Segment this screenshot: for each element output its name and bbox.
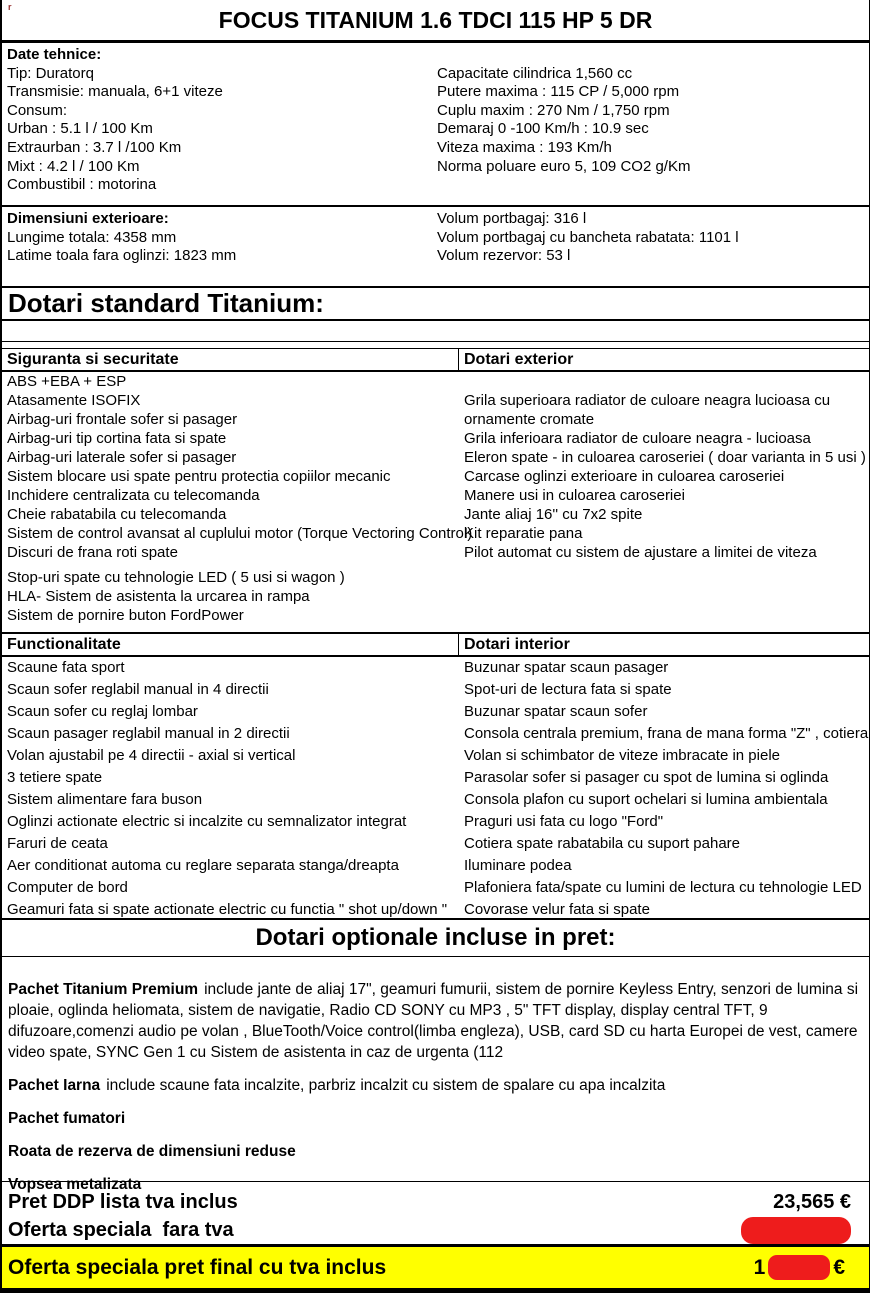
feature-cell-right [459,606,869,625]
feature-cell-right: Manere usi in culoarea caroseriei [464,487,685,504]
date-tehnice-heading: Date tehnice: [7,46,102,63]
spec-line: Demaraj 0 -100 Km/h : 10.9 sec [437,120,649,138]
feature-cell-left: Sistem de control avansat al cuplului motor (Torque Vectoring Control) [7,525,473,542]
feature-row [2,745,869,767]
package-description: include jante de aliaj 17", geamuri fumurii, sistem de pornire Keyless Entry, senzori de lumina si ploaie, oglinda heliomata, sistem de navigatie, Radio CD SONY cu MP3 , 5" TFT display, display central TFT, 9 difuzoare,comenzi audio pe volan , BlueTooth/Voice control(limba engleza), USB, card SD cu harta Europei de vest, camere video spate, SYNC Gen 1 cu Sistem de asistenta in caz de urgenta (112 [8,981,859,1061]
spec-line: Norma poluare euro 5, 109 CO2 g/Km [437,157,691,175]
feature-cell-right: Parasolar sofer si pasager cu spot de lumina si oglinda [464,769,829,786]
spec-line: Consum: [7,101,68,119]
spec-line: Volum portbagaj: 316 l [437,210,587,227]
feature-row [2,568,869,587]
feature-cell-left: Airbag-uri laterale sofer si pasager [7,449,237,466]
table1-header-row [2,348,869,372]
option-package [8,1108,861,1129]
feature-row [2,811,869,833]
price-row-offer [2,1216,869,1244]
table1-body [2,372,869,634]
dimensiuni-section [2,207,869,288]
spec-line: Mixt : 4.2 l / 100 Km [7,157,140,175]
feature-cell-left: Stop-uri spate cu tehnologie LED ( 5 usi si wagon ) [7,569,345,586]
final-offer-label: Oferta speciala pret final cu tva inclus [8,1255,387,1279]
feature-cell-left: Sistem blocare usi spate pentru protectia copiilor mecanic [7,468,391,485]
spec-line: Volum rezervor: 53 l [437,247,571,265]
dotari-standard-heading-row [2,288,869,321]
table2-body [2,657,869,920]
feature-row [2,789,869,811]
dimensiuni-left-lines [7,229,437,266]
option-package [8,979,861,1063]
spec-line: Transmisie: manuala, 6+1 viteze [7,83,223,101]
feature-row [2,606,869,625]
feature-cell-right: Buzunar spatar scaun pasager [464,659,669,676]
spec-line: Extraurban : 3.7 l /100 Km [7,138,182,156]
feature-cell-left: Scaun pasager reglabil manual in 2 directii [7,725,290,742]
feature-cell-left: Sistem alimentare fara buson [7,791,203,808]
feature-cell-left: Volan ajustabil pe 4 directii - axial si vertical [7,747,296,764]
spec-line: Putere maxima : 115 CP / 5,000 rpm [437,83,680,101]
feature-cell-right: Consola centrala premium, frana de mana forma "Z" , cotiera [464,725,869,742]
feature-row [2,657,869,679]
feature-cell-right [459,568,869,587]
feature-cell-right: Carcase oglinzi exterioare in culoarea caroseriei [464,468,785,485]
feature-cell-left: ABS +EBA + ESP [7,373,127,390]
feature-cell-left: Scaun sofer cu reglaj lombar [7,703,198,720]
dimensiuni-right-column [437,210,869,286]
price-row-ddp [2,1188,869,1216]
date-tehnice-left-lines [7,65,437,195]
feature-cell-right [459,587,869,606]
feature-row [2,410,869,429]
final-price-prefix: 1 [753,1255,766,1279]
feature-cell-right [459,372,869,391]
price-ddp-label: Pret DDP lista tva inclus [8,1190,238,1213]
final-price-currency: € [833,1255,845,1279]
final-offer-row [2,1244,869,1288]
package-description: include scaune fata incalzite, parbriz incalzit cu sistem de spalare cu apa incalzita [106,1077,666,1094]
feature-cell-right: Iluminare podea [464,857,572,874]
table1-right-header: Dotari exterior [464,351,574,368]
spec-line: Lungime totala: 4358 mm [7,228,177,246]
spec-line: Viteza maxima : 193 Km/h [437,138,612,156]
feature-row [2,701,869,723]
feature-row [2,767,869,789]
spec-line: Latime toala fara oglinzi: 1823 mm [7,247,237,265]
table1-left-header: Siguranta si securitate [2,349,459,370]
feature-cell-left: Oglinzi actionate electric si incalzite cu semnalizator integrat [7,813,407,830]
feature-cell-right: Volan si schimbator de viteze imbracate in piele [464,747,780,764]
package-name: Pachet Iarna [8,1077,101,1094]
dimensiuni-heading: Dimensiuni exterioare: [7,210,169,227]
option-package [8,1141,861,1162]
feature-cell-right: Grila inferioara radiator de culoare neagra - lucioasa [464,430,811,447]
feature-cell-right: ornamente cromate [464,411,595,428]
price-ddp-value: 23,565 € [773,1190,851,1213]
feature-cell-right: Covorase velur fata si spate [464,901,650,918]
dotari-optionale-heading: Dotari optionale incluse in pret: [255,924,616,951]
dimensiuni-right-lines [437,210,869,266]
feature-cell-left: Scaune fata sport [7,659,125,676]
feature-row [2,467,869,486]
redacted-final-price-blob [768,1255,830,1280]
feature-row [2,855,869,877]
price-block [2,1182,869,1244]
corner-mark: r [8,2,12,12]
feature-row [2,486,869,505]
table2-right-header: Dotari interior [464,636,570,653]
feature-cell-right: Jante aliaj 16'' cu 7x2 spite [464,506,643,523]
page-title: FOCUS TITANIUM 1.6 TDCI 115 HP 5 DR [218,6,653,33]
spec-line: Capacitate cilindrica 1,560 cc [437,64,633,82]
feature-row [2,543,869,562]
feature-row [2,587,869,606]
feature-cell-right: Cotiera spate rabatabila cu suport pahare [464,835,741,852]
feature-cell-left: Sistem de pornire buton FordPower [7,607,244,624]
feature-cell-left: Computer de bord [7,879,128,896]
price-offer-label: Oferta speciala fara tva [8,1218,234,1241]
feature-cell-left: Airbag-uri frontale sofer si pasager [7,411,238,428]
feature-row [2,524,869,543]
spec-line: Combustibil : motorina [7,176,157,194]
feature-cell-left: Inchidere centralizata cu telecomanda [7,487,260,504]
date-tehnice-right-lines [437,65,869,177]
feature-cell-right: Pilot automat cu sistem de ajustare a limitei de viteza [464,544,817,561]
feature-row [2,505,869,524]
feature-row [2,833,869,855]
feature-cell-left: Discuri de frana roti spate [7,544,178,561]
date-tehnice-left-column [7,46,437,205]
table2-left-header: Functionalitate [2,634,459,655]
date-tehnice-right-column [437,46,869,205]
empty-row [2,321,869,342]
title-row [2,0,869,43]
feature-cell-right: Spot-uri de lectura fata si spate [464,681,672,698]
feature-cell-right: Consola plafon cu suport ochelari si lumina ambientala [464,791,828,808]
package-name: Roata de rezerva de dimensiuni reduse [8,1143,296,1160]
feature-cell-left: Cheie rabatabila cu telecomanda [7,506,227,523]
dimensiuni-left-column [7,210,437,286]
package-name: Pachet fumatori [8,1110,126,1127]
spec-line: Cuplu maxim : 270 Nm / 1,750 rpm [437,101,670,119]
feature-row [2,899,869,920]
feature-row [2,723,869,745]
feature-cell-left: Aer conditionat automa cu reglare separata stanga/dreapta [7,857,399,874]
feature-row [2,448,869,467]
feature-cell-right: Buzunar spatar scaun sofer [464,703,648,720]
feature-cell-right: Kit reparatie pana [464,525,583,542]
redacted-price-blob [741,1217,851,1244]
feature-cell-right: Eleron spate - in culoarea caroseriei ( doar varianta in 5 usi ) [464,449,866,466]
feature-row [2,877,869,899]
table2-header-row [2,634,869,657]
bottom-border-bar [2,1288,869,1293]
spec-line: Urban : 5.1 l / 100 Km [7,120,153,138]
spec-line: Volum portbagaj cu bancheta rabatata: 1101 l [437,228,739,246]
feature-row [2,391,869,410]
feature-cell-left: Airbag-uri tip cortina fata si spate [7,430,227,447]
dotari-optionale-heading-row [2,920,869,957]
option-package [8,1075,861,1096]
package-name: Pachet Titanium Premium [8,981,199,998]
options-section [2,957,869,1193]
feature-row [2,679,869,701]
spec-line: Tip: Duratorq [7,64,94,82]
feature-row [2,372,869,391]
feature-cell-right: Plafoniera fata/spate cu lumini de lectura cu tehnologie LED [464,879,862,896]
feature-cell-left: 3 tetiere spate [7,769,103,786]
feature-cell-left: Atasamente ISOFIX [7,392,141,409]
feature-cell-left: HLA- Sistem de asistenta la urcarea in rampa [7,588,310,605]
date-tehnice-section [2,43,869,207]
feature-cell-right: Praguri usi fata cu logo "Ford" [464,813,664,830]
feature-cell-right: Grila superioara radiator de culoare neagra lucioasa cu [464,392,831,409]
feature-cell-left: Geamuri fata si spate actionate electric cu functia " shot up/down " [7,901,448,918]
dotari-standard-heading: Dotari standard Titanium: [8,288,324,318]
final-offer-value [754,1255,845,1280]
feature-cell-left: Scaun sofer reglabil manual in 4 directii [7,681,269,698]
feature-cell-left: Faruri de ceata [7,835,108,852]
feature-row [2,429,869,448]
package-name: Vopsea metalizata [8,1176,142,1193]
